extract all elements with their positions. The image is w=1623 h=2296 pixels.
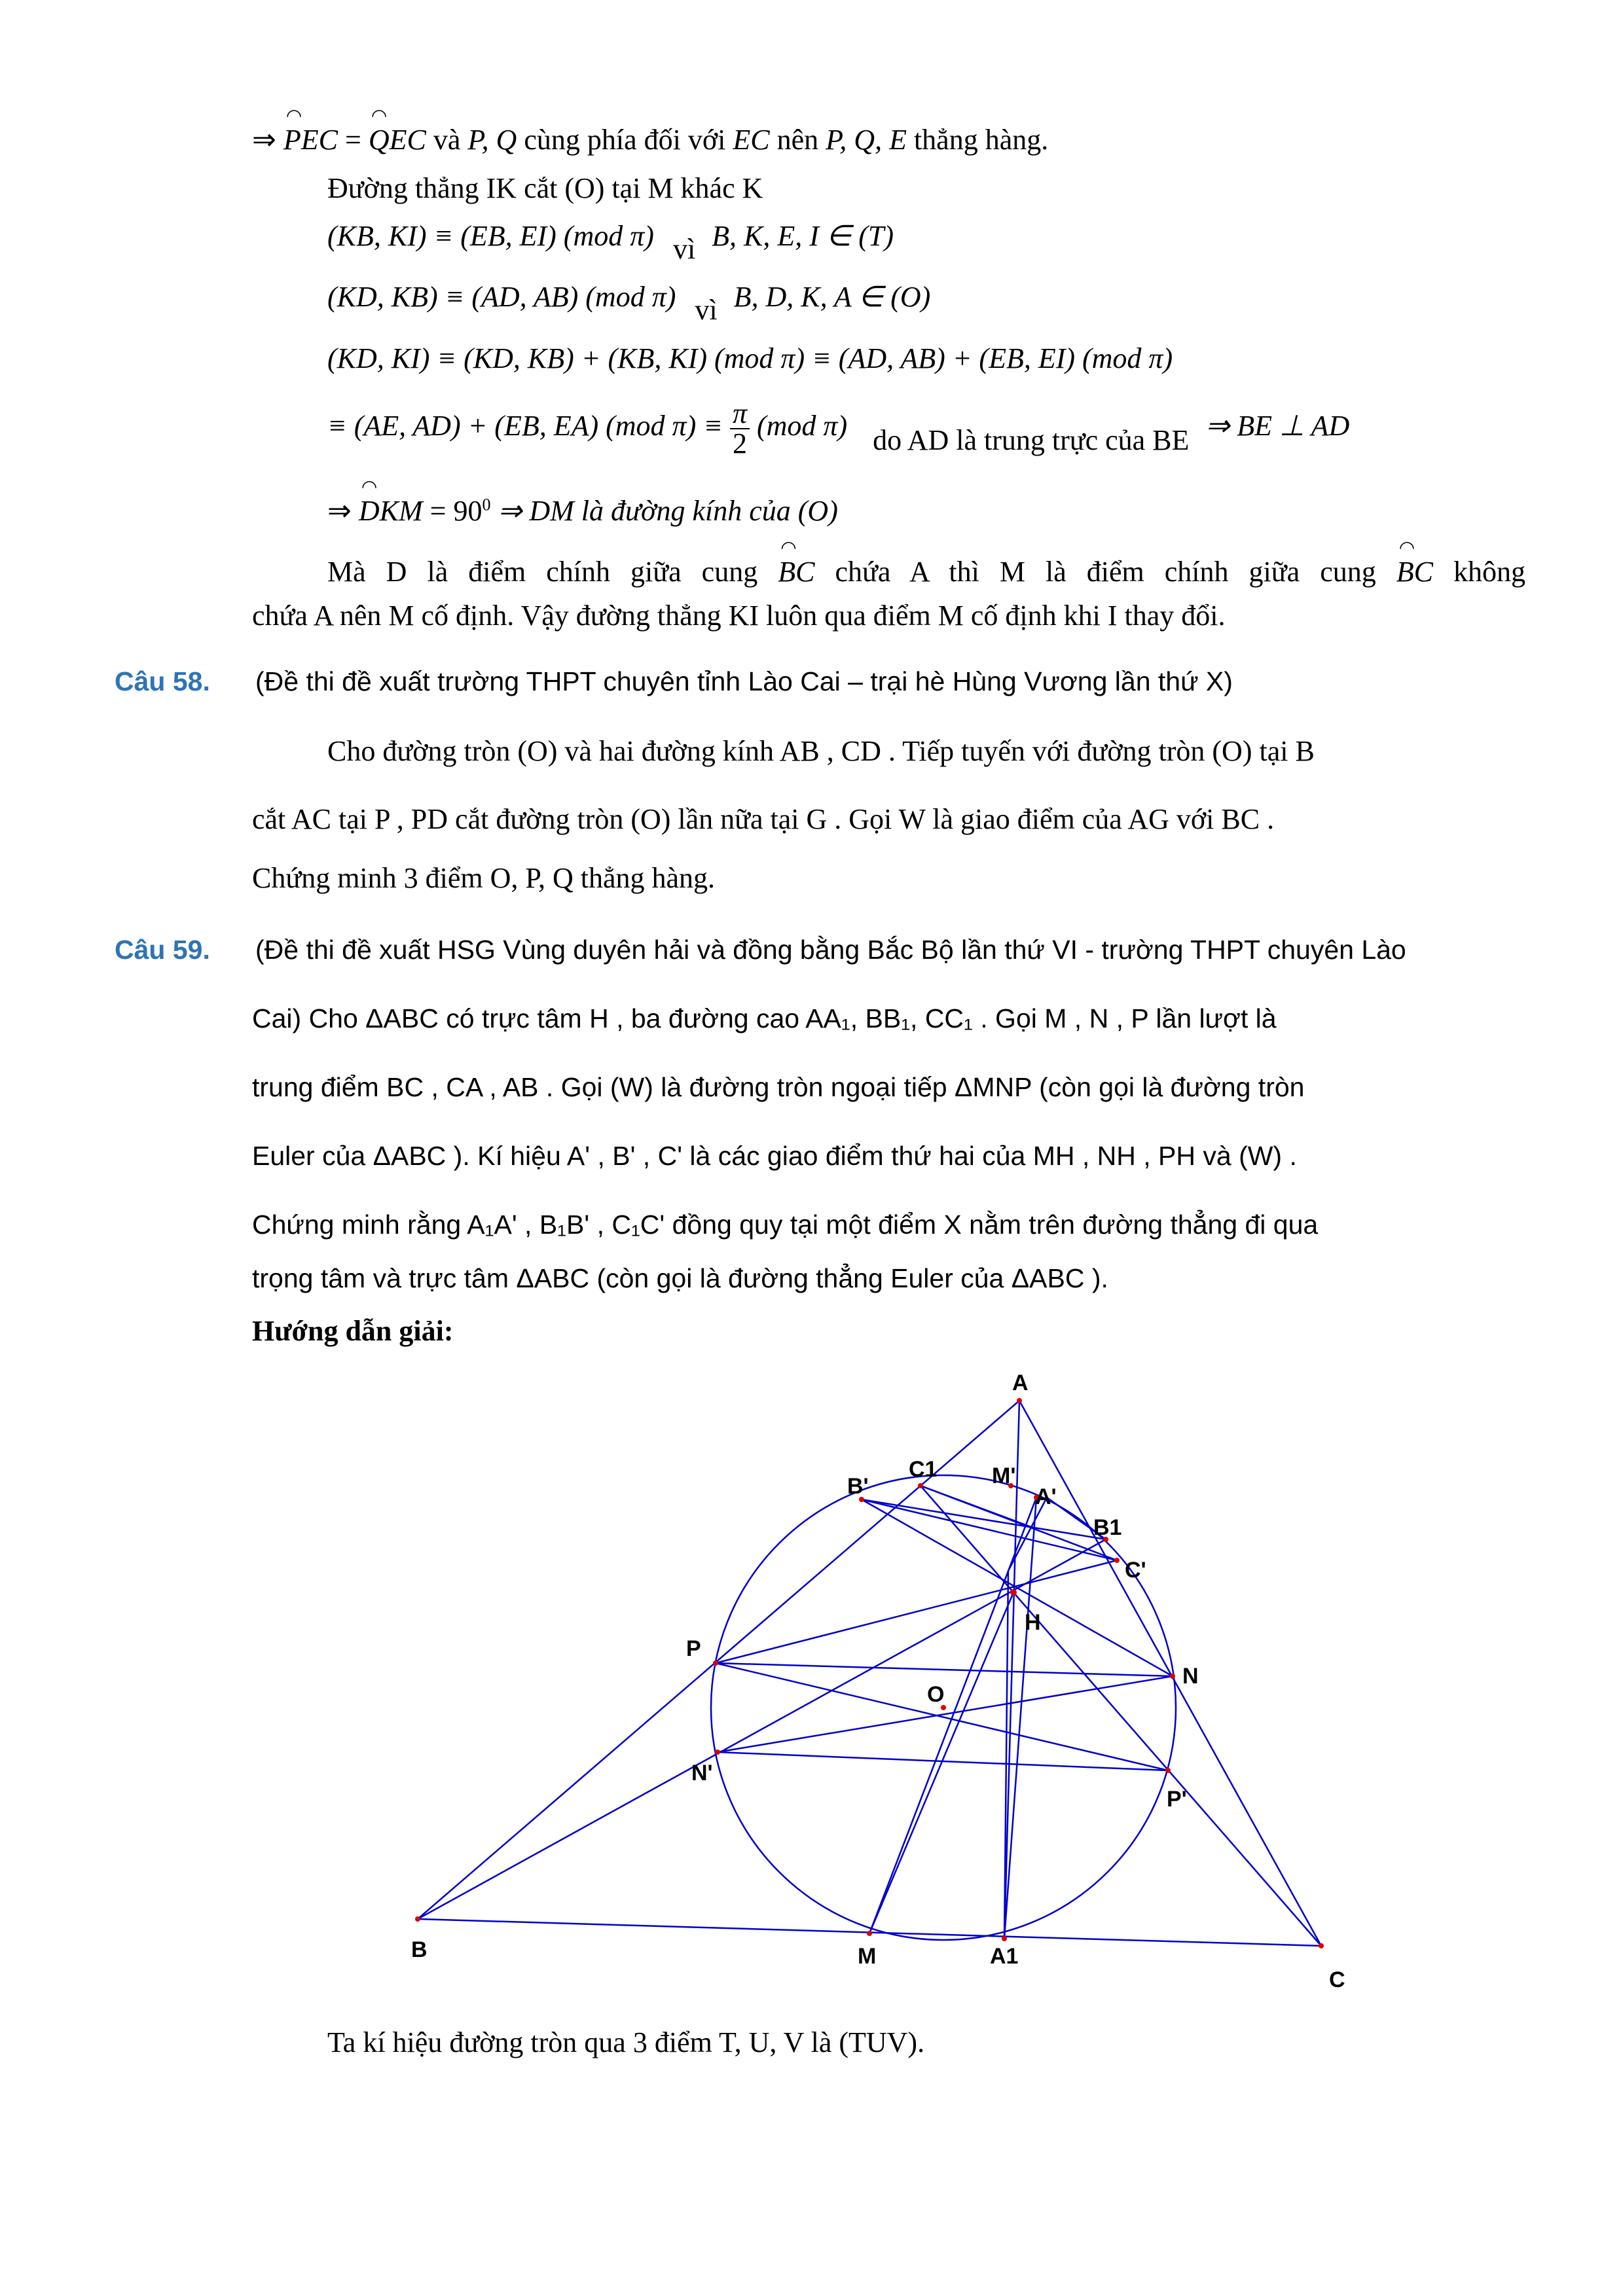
- label-b1: B1: [1093, 1515, 1122, 1540]
- proof-line-7: ⇒ ◠ DKM = $90^0$ ⇒ DM là đường kính của (O): [327, 494, 838, 528]
- label-a1: A1: [990, 1944, 1019, 1969]
- label-c1: C1: [909, 1457, 938, 1482]
- question-59-line-4: Euler của ΔABC ). Kí hiệu A' , B' , C' là các giao điểm thứ hai của MH , NH , PH và (W) .: [252, 1141, 1297, 1171]
- label-n: N: [1182, 1664, 1199, 1689]
- proof-line-8: Mà D là điểm chính giữa cung ◠ BC chứa A thì M là điểm chính giữa cung ◠ BC không: [252, 555, 1525, 588]
- label-h: H: [1025, 1610, 1041, 1635]
- point-a: [1017, 1398, 1022, 1403]
- proof-line-5: (KD, KI) ≡ (KD, KB) + (KB, KI) (mod π) ≡ (AD, AB) + (EB, EI) (mod π): [327, 342, 1173, 374]
- question-58-source: (Đề thi đề xuất trường THPT chuyên tỉnh Lào Cai – trại hè Hùng Vương lần thứ X): [255, 666, 1233, 696]
- question-59-line-2: Cai) Cho ΔABC có trực tâm H , ba đường cao AA₁, BB₁, CC₁ . Gọi M , N , P lần lượt là: [252, 1003, 1277, 1033]
- label-b: B: [411, 1937, 428, 1962]
- closing-text: Ta kí hiệu đường tròn qua 3 điểm T, U, V là (TUV).: [327, 2026, 925, 2058]
- question-58-line-2: cắt AC tại P , PD cắt đường tròn (O) lần nữa tại G . Gọi W là giao điểm của AG với BC .: [252, 803, 1275, 835]
- angle-dkm: ◠ DKM: [359, 494, 423, 528]
- solution-heading: Hướng dẫn giải:: [252, 1315, 454, 1347]
- point-c1: [918, 1483, 923, 1488]
- angle-pec: ◠ PEC: [283, 123, 338, 156]
- angle-qec: ◠ QEC: [369, 123, 426, 156]
- label-m: M: [858, 1944, 877, 1969]
- label-b-prime: B': [847, 1474, 869, 1499]
- label-c: C: [1329, 1967, 1345, 1992]
- proof-line-3: (KB, KI) ≡ (EB, EI) (mod π) vì B, K, E, I ∈ (T): [327, 220, 894, 265]
- point-b: [415, 1916, 420, 1922]
- label-p: P: [686, 1636, 701, 1661]
- question-58-label: Câu 58.: [115, 666, 210, 696]
- point-c: [1319, 1943, 1324, 1948]
- label-o: O: [927, 1682, 945, 1707]
- question-58-line-1: Cho đường tròn (O) và hai đường kính AB , CD . Tiếp tuyến với đường tròn (O) tại B: [327, 735, 1315, 767]
- question-59-line-1: (Đề thi đề xuất HSG Vùng duyên hải và đồng bằng Bắc Bộ lần thứ VI - trường THPT chuyên Lào: [255, 935, 1406, 965]
- fraction-pi-over-2: $\frac{\pi}{2}$: [730, 399, 750, 458]
- label-n-prime: N': [691, 1761, 713, 1785]
- point-m: [867, 1931, 872, 1936]
- point-c-prime: [1114, 1558, 1120, 1563]
- point-p-prime: [1165, 1768, 1171, 1773]
- point-h: [1010, 1589, 1017, 1596]
- label-a: A: [1012, 1371, 1029, 1395]
- question-59-line-3: trung điểm BC , CA , AB . Gọi (W) là đường tròn ngoại tiếp ΔMNP (còn gọi là đường tròn: [252, 1072, 1305, 1102]
- proof-line-9: chứa A nên M cố định. Vậy đường thẳng KI luôn qua điểm M cố định khi I thay đổi.: [252, 600, 1226, 632]
- question-59-label: Câu 59.: [115, 935, 210, 965]
- proof-line-4: (KD, KB) ≡ (AD, AB) (mod π) vì B, D, K, A ∈ (O): [327, 281, 931, 326]
- point-n: [1170, 1674, 1175, 1679]
- point-a1: [1002, 1936, 1007, 1941]
- proof-line-2: Đường thẳng IK cắt (O) tại M khác K: [327, 172, 763, 204]
- question-58-line-3: Chứng minh 3 điểm O, P, Q thẳng hàng.: [252, 862, 716, 894]
- label-p-prime: P': [1167, 1787, 1187, 1812]
- label-m-prime: M': [992, 1463, 1016, 1488]
- label-c-prime: C': [1125, 1558, 1146, 1583]
- proof-line-6: ≡ (AE, AD) + (EB, EA) (mod π) ≡ $\frac{\pi}{2}$ (mod π) do AD là trung trực của BE ⇒ BE ⊥ AD: [327, 397, 1350, 459]
- label-a-prime: A': [1035, 1484, 1057, 1509]
- question-59-line-6: trọng tâm và trực tâm ΔABC (còn gọi là đường thẳng Euler của ΔABC ).: [252, 1263, 1108, 1293]
- proof-line-1: ⇒ ◠ PEC = ◠ QEC và P, Q cùng phía đối với EC nên P, Q, E thẳng hàng.: [252, 123, 1048, 156]
- question-59-line-5: Chứng minh rằng A₁A' , B₁B' , C₁C' đồng quy tại một điểm X nằm trên đường thẳng đi qua: [252, 1210, 1319, 1240]
- point-p: [713, 1660, 718, 1666]
- point-n-prime: [715, 1749, 720, 1755]
